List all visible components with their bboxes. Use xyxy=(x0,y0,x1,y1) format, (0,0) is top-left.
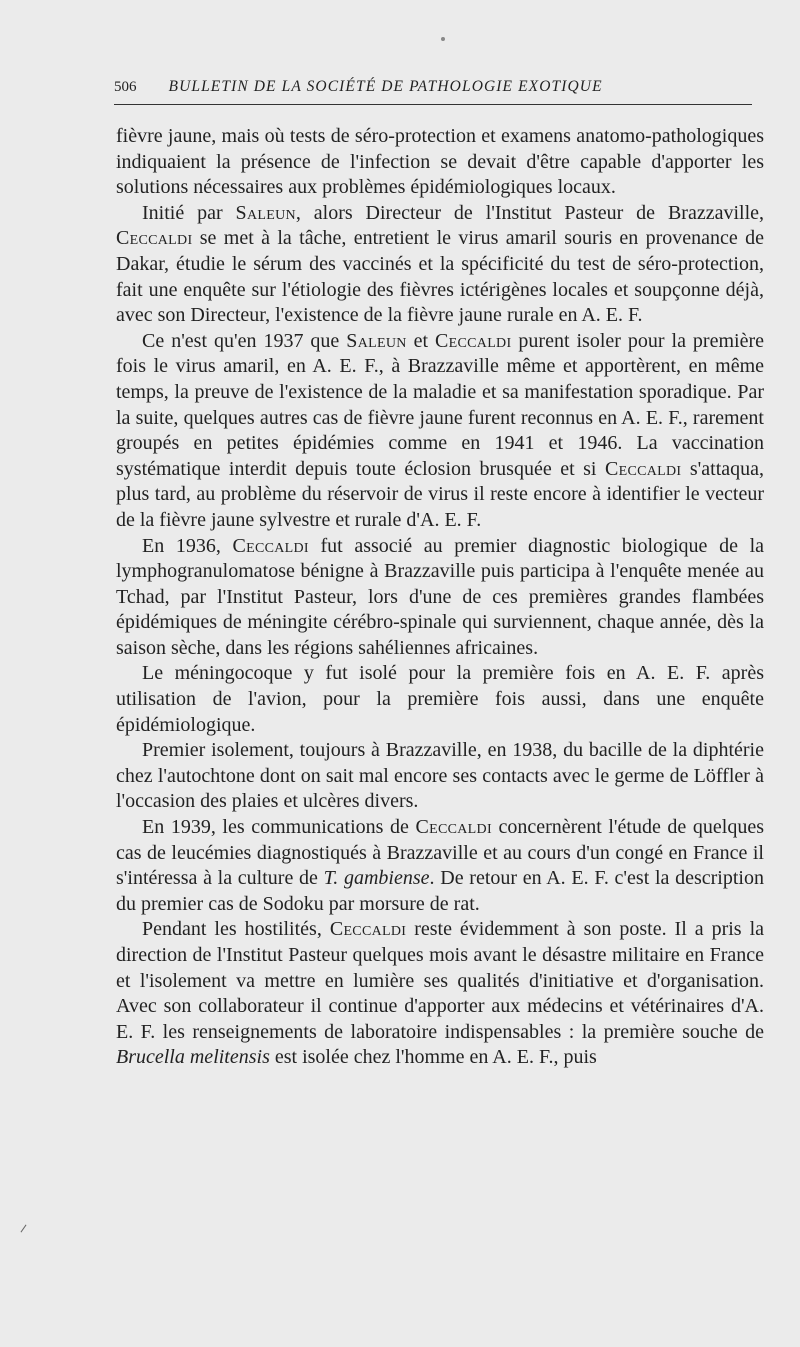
running-title: BULLETIN DE LA SOCIÉTÉ DE PATHOLOGIE EXOTIQUE xyxy=(168,78,603,95)
author-name-ceccaldi: Ceccaldi xyxy=(232,534,309,557)
paragraph-8 xyxy=(116,917,764,1071)
paragraph-2-text-c: se met à la tâche, entretient le virus amaril souris en provenance de Dakar, étudie le sérum des vaccinés et la spécificité du test de séro-protection, fait une enquête sur l'étiologie des fièvres ictérigènes locales et soupçonne déjà, avec son Directeur, l'existence de la fièvre jaune rurale en A. E. F. xyxy=(116,227,764,327)
paragraph-4-text-b: fut associé au premier diagnostic biologique de la lymphogranulomatose bénigne à Brazzaville puis participa à l'enquête menée au Tchad, par l'Institut Pasteur, lors d'une de ces premières grandes flambées épidémiques de méningite cérébro-spinale qui surviennent, chaque année, dès la saison sèche, dans les régions sahéliennes africaines. xyxy=(116,534,765,659)
species-name: T. gambiense xyxy=(323,867,430,890)
paragraph-3-text-a: Ce n'est qu'en 1937 que xyxy=(142,329,347,352)
species-name: Brucella melitensis xyxy=(116,1046,270,1069)
paragraph-7-text-b: concernèrent l'étude de quelques cas de leucémies diagnostiqués à Brazzaville et au cours d'un congé en France il s'intéressa à la culture de xyxy=(116,816,764,890)
paragraph-4-text-a: En 1936, xyxy=(142,534,233,557)
paragraph-6-text: Premier isolement, toujours à Brazzaville, en 1938, du bacille de la diphtérie chez l'autochtone dont on sait mal encore ses contacts avec le germe de Löffler à l'occasion des plaies et ulcères divers. xyxy=(116,739,764,813)
paragraph-3-text-c: purent isoler pour la première fois le virus amaril, en A. E. F., à Brazzaville même et apportèrent, en même temps, la preuve de l'existence de la maladie et sa manifestation sporadique. Par la suite, quelques autres cas de fièvre jaune furent reconnus en A. E. F., rarement groupés en petites épidémies comme en 1941 et 1946. La vaccination systématique interdit depuis toute éclosion brusquée et si xyxy=(116,329,764,480)
paragraph-3-text-b: et xyxy=(406,329,436,352)
paragraph-5 xyxy=(116,661,764,738)
author-name-ceccaldi: Ceccaldi xyxy=(116,227,193,250)
author-name-ceccaldi: Ceccaldi xyxy=(604,457,682,480)
author-name-ceccaldi: Ceccaldi xyxy=(415,816,492,839)
ink-speck xyxy=(441,37,445,41)
paragraph-2 xyxy=(116,201,764,329)
page-number: 506 xyxy=(114,79,137,95)
paragraph-8-text-a: Pendant les hostilités, xyxy=(142,918,330,941)
author-name-ceccaldi: Ceccaldi xyxy=(435,329,512,352)
author-name-ceccaldi: Ceccaldi xyxy=(329,918,407,941)
author-name-saleun: Saleun xyxy=(235,201,296,224)
paragraph-7-text-c: . De retour en A. E. F. c'est la description du premier cas de Sodoku par morsure de rat. xyxy=(116,867,764,915)
body-text xyxy=(116,124,764,1071)
paragraph-7-text-a: En 1939, les communications de xyxy=(142,816,416,839)
paragraph-2-text-a: Initié par xyxy=(142,201,236,224)
author-name-saleun: Saleun xyxy=(346,329,407,352)
paragraph-2-text-b: , alors Directeur de l'Institut Pasteur de Brazzaville, xyxy=(295,201,765,224)
paragraph-5-text: Le méningocoque y fut isolé pour la première fois en A. E. F. après utilisation de l'avion, pour la première fois aussi, dans une enquête épidémiologique. xyxy=(116,662,764,736)
paragraph-8-text-b: reste évidemment à son poste. Il a pris la direction de l'Institut Pasteur quelques mois avant le désastre militaire en France et l'isolement va mettre en lumière ses qualités d'initiative et d'organisation. Avec son collaborateur il continue d'apporter aux médecins et vétérinaires d'A. E. F. les renseignements de laboratoire indispensables : la première souche de xyxy=(116,918,764,1043)
paragraph-7 xyxy=(116,815,764,917)
paragraph-8-text-c: est isolée chez l'homme en A. E. F., puis xyxy=(269,1046,597,1069)
paragraph-3-text-d: s'attaqua, plus tard, au problème du réservoir de virus il reste encore à identifier le vecteur de la fièvre jaune sylvestre et rurale d'A. E. F. xyxy=(116,457,764,531)
paragraph-1 xyxy=(116,124,764,201)
margin-pencil-mark xyxy=(21,1225,27,1233)
paragraph-3 xyxy=(116,329,764,534)
page-header xyxy=(114,78,752,105)
paragraph-4 xyxy=(116,534,764,662)
paragraph-1-text: fièvre jaune, mais où tests de séro-protection et examens anatomo-pathologiques indiquaient la présence de l'infection se devait d'être capable d'apporter les solutions nécessaires aux problèmes épidémiologiques locaux. xyxy=(116,125,764,199)
paragraph-6 xyxy=(116,738,764,815)
